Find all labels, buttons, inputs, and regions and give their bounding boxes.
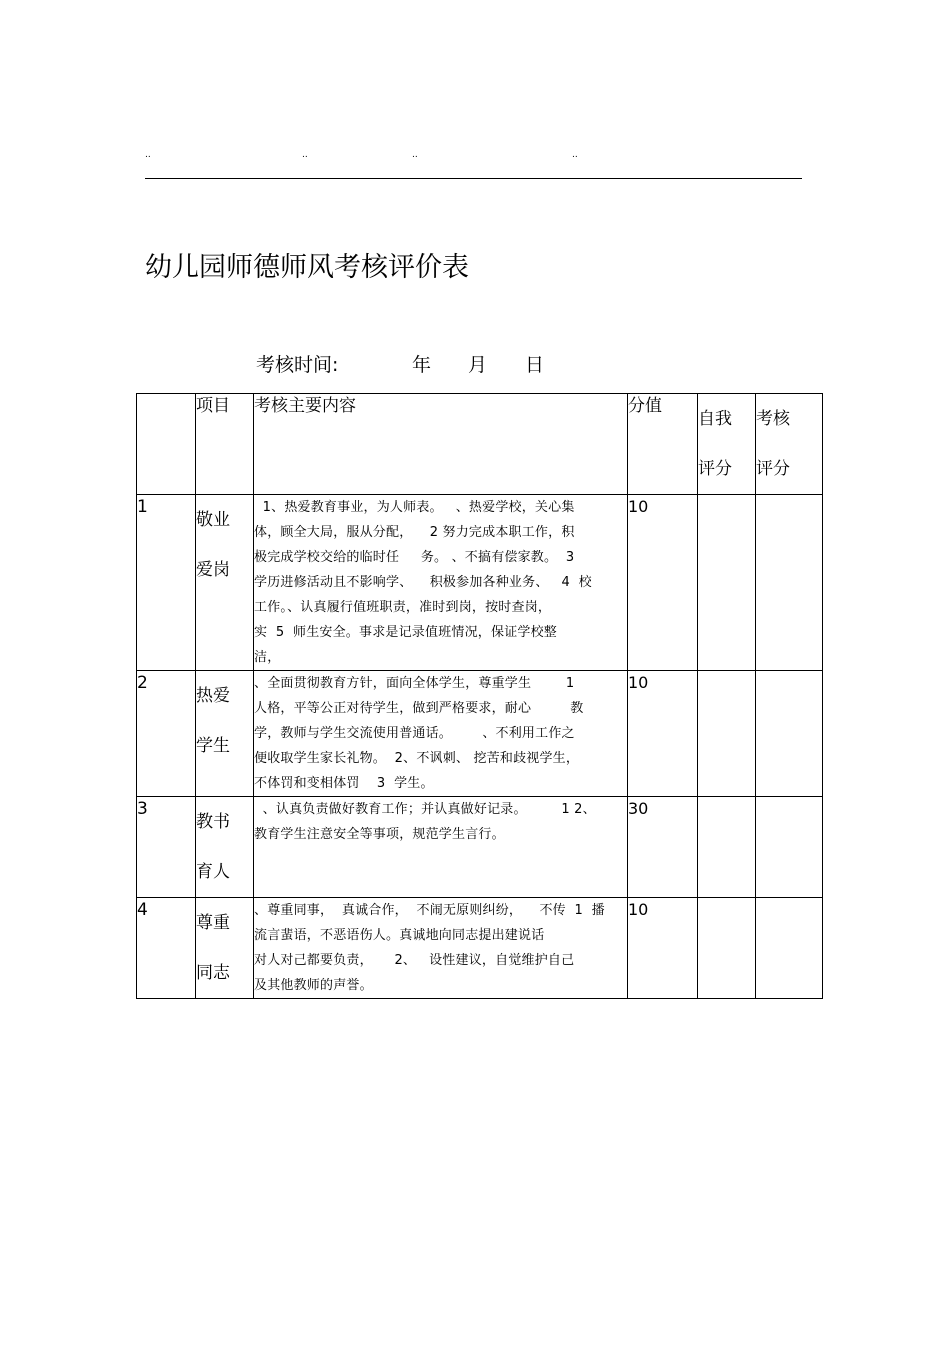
row-item-line-2: 学生 <box>196 736 230 756</box>
content-line: 体，顾全大局，服从分配， 2 努力完成本职工作，积 <box>254 525 575 540</box>
row-item-line-2: 爱岗 <box>196 560 230 580</box>
header-review-score <box>756 394 823 495</box>
row-item-line-1: 热爱 <box>196 686 230 706</box>
row-number: 4 <box>137 898 196 999</box>
header-self-score <box>698 394 756 495</box>
row-self-score-cell <box>698 797 756 898</box>
row-item-line-1: 敬业 <box>196 510 230 530</box>
table-row <box>137 797 823 898</box>
content-line: 极完成学校交给的临时任 务。 、不搞有偿家教。 3 <box>254 550 575 565</box>
row-self-score-cell <box>698 898 756 999</box>
row-number: 1 <box>137 495 196 671</box>
content-line: 及其他教师的声誉。 <box>254 978 373 993</box>
row-content <box>254 495 628 671</box>
table-row <box>137 495 823 671</box>
row-item <box>196 898 254 999</box>
row-review-score-cell <box>756 671 823 797</box>
table-header-row <box>137 394 823 495</box>
row-score: 30 <box>628 797 698 898</box>
row-review-score-cell <box>756 495 823 671</box>
table-row <box>137 898 823 999</box>
content-line: 人格，平等公正对待学生，做到严格要求，耐心 教 <box>254 701 584 716</box>
row-content <box>254 797 628 898</box>
header-review-score-line-2: 评分 <box>756 459 790 479</box>
assessment-time-day: 日 <box>525 354 545 376</box>
page-title: 幼儿园师德师风考核评价表 <box>145 252 469 283</box>
header-self-score-line-2: 评分 <box>698 459 732 479</box>
header-mark-4: .. <box>572 150 578 160</box>
header-content: 考核主要内容 <box>254 394 628 495</box>
content-line: 流言蜚语，不恶语伤人。真诚地向同志提出建说话 <box>254 928 545 943</box>
content-line: 、全面贯彻教育方针，面向全体学生，尊重学生 1 <box>254 676 575 691</box>
row-review-score-cell <box>756 898 823 999</box>
row-item <box>196 495 254 671</box>
header-item: 项目 <box>196 394 254 495</box>
header-mark-1: .. <box>145 150 151 160</box>
content-line: 洁， <box>254 650 281 665</box>
content-line: 学历进修活动且不影响学、 积极参加各种业务、 4 校 <box>254 575 592 590</box>
content-line: 学，教师与学生交流使用普通话。 、不利用工作之 <box>254 726 575 741</box>
row-score: 10 <box>628 898 698 999</box>
content-line: 不体罚和变相体罚 3 学生。 <box>254 776 434 791</box>
header-mark-2: .. <box>302 150 308 160</box>
content-line: 、尊重同事， 真诚合作， 不闹无原则纠纷， 不传 1 播 <box>254 903 605 918</box>
content-line: 教育学生注意安全等事项，规范学生言行。 <box>254 827 505 842</box>
row-review-score-cell <box>756 797 823 898</box>
content-line: 工作。、认真履行值班职责，准时到岗，按时查岗， <box>254 600 552 615</box>
header-self-score-line-1: 自我 <box>698 409 732 429</box>
row-content <box>254 671 628 797</box>
assessment-time-label: 考核时间: <box>256 354 339 376</box>
assessment-time-year: 年 <box>412 354 432 376</box>
content-line: 便收取学生家长礼物。 2、不讽刺、 挖苦和歧视学生， <box>254 751 580 766</box>
row-number: 3 <box>137 797 196 898</box>
content-line: 对人对己都要负责， 2、 设性建议，自觉维护自己 <box>254 953 575 968</box>
row-number: 2 <box>137 671 196 797</box>
content-line: 实 5 师生安全。事求是记录值班情况，保证学校整 <box>254 625 558 640</box>
header-score: 分值 <box>628 394 698 495</box>
assessment-time-month: 月 <box>468 354 488 376</box>
row-score: 10 <box>628 495 698 671</box>
row-self-score-cell <box>698 671 756 797</box>
row-score: 10 <box>628 671 698 797</box>
evaluation-table <box>136 393 823 999</box>
header-no <box>137 394 196 495</box>
row-item-line-1: 尊重 <box>196 913 230 933</box>
table-row <box>137 671 823 797</box>
row-item <box>196 797 254 898</box>
header-mark-3: .. <box>412 150 418 160</box>
row-item <box>196 671 254 797</box>
header-divider <box>145 178 802 179</box>
row-item-line-2: 同志 <box>196 963 230 983</box>
row-self-score-cell <box>698 495 756 671</box>
content-line: 1、热爱教育事业，为人师表。 、热爱学校，关心集 <box>254 500 575 515</box>
row-item-line-1: 教书 <box>196 812 230 832</box>
header-review-score-line-1: 考核 <box>756 409 790 429</box>
row-content <box>254 898 628 999</box>
row-item-line-2: 育人 <box>196 862 230 882</box>
content-line: 、认真负责做好教育工作；并认真做好记录。 1 2、 <box>254 802 596 817</box>
